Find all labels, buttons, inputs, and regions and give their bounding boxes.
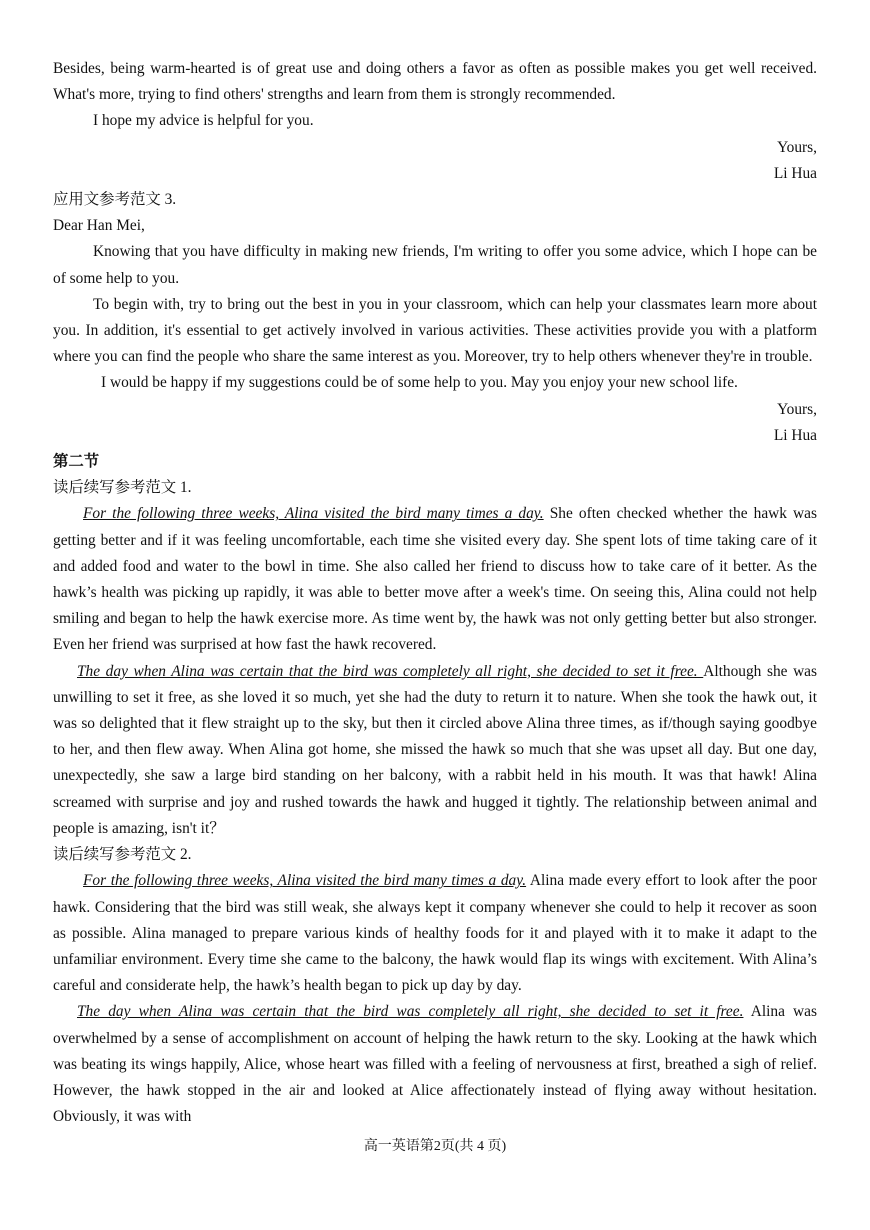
sample-label-3: 应用文参考范文 3. (53, 191, 177, 209)
paragraph-hope: I hope my advice is helpful for you. (93, 112, 314, 130)
continuation-1-paragraph-1 (53, 501, 817, 658)
page-footer: 高一英语第2页(共 4 页) (363, 1139, 507, 1154)
letter-greeting: Dear Han Mei, (53, 217, 145, 235)
paragraph-closing: I would be happy if my suggestions could be of some help to you. May you enjoy your new school life. (101, 374, 738, 392)
paragraph-text: Alina made every effort to look after the poor hawk. Considering that the bird was still weak, she always kept it company whenever she could to help it recover as soon as possible. Alina managed to prepare various kinds of healthy foods for it and played with it to make it adapt to the unfamiliar environment. Every time she came to the balcony, the hawk would flap its wings with excitement. With Alina’s careful and considerate help, the hawk’s health began to pick up day by day. (53, 872, 817, 995)
continuation-2-paragraph-2 (53, 999, 817, 1130)
paragraph-body: To begin with, try to bring out the best in you in your classroom, which can help your classmates learn more about you. In addition, it's essential to get actively involved in various activities. These activities provide you with a platform where you can find the people who share the same interest as you. Moreover, try to help others whenever they're in trouble. (53, 295, 817, 366)
signature-name: Li Hua (773, 164, 817, 182)
continuation-1-paragraph-2 (53, 659, 817, 842)
section-heading: 第二节 (53, 453, 100, 471)
given-lead-sentence: For the following three weeks, Alina visited the bird many times a day. (83, 505, 544, 523)
continuation-2-paragraph-1 (53, 868, 817, 999)
paragraph-text: Although she was unwilling to set it free, as she loved it so much, yet she had the duty to return it to nature. When she took the hawk out, it was so delighted that it flew straight up to the sky, but then it circled above Alina three times, as if/though saying goodbye to her, and then flew away. When Alina got home, she missed the hawk so much that she was upset all day. But one day, unexpectedly, she saw a large bird standing on her balcony, with a rabbit held in his mouth. It was that hawk! Alina screamed with surprise and joy and rushed towards the hawk and hugged it tightly. The relationship between animal and people is amazing, isn't it？ (53, 662, 818, 837)
document-body (53, 56, 817, 1130)
given-lead-sentence: For the following three weeks, Alina visited the bird many times a day. (83, 872, 527, 890)
closing-yours: Yours, (777, 400, 817, 418)
paragraph-text: She often checked whether the hawk was getting better and if it was feeling uncomfortable, each time she visited every day. She spent lots of time taking care of it and added food and water to the bowl in time. She also called her friend to discuss how to take care of it better. As the hawk’s health was picking up rapidly, it was able to better move after a week's time. On seeing this, Alina could not help smiling and began to help the hawk exercise more. As time went by, the hawk was not only getting better but also stronger. Even her friend was surprised at how fast the hawk recovered. (53, 505, 817, 654)
closing-yours: Yours, (777, 138, 817, 156)
sample-label-continuation-2: 读后续写参考范文 2. (53, 846, 192, 864)
given-lead-sentence: The day when Alina was certain that the bird was completely all right, she decided to set it free. (77, 1003, 744, 1021)
sample-label-continuation-1: 读后续写参考范文 1. (53, 479, 192, 497)
paragraph-advice-tail: Besides, being warm-hearted is of great use and doing others a favor as often as possible makes you get well received. What's more, trying to find others' strengths and learn from them is strongly recommended. (53, 60, 817, 104)
paragraph-intro: Knowing that you have difficulty in making new friends, I'm writing to offer you some advice, which I hope can be of some help to you. (53, 243, 817, 287)
signature-name: Li Hua (773, 426, 817, 444)
paragraph-text: Alina was overwhelmed by a sense of accomplishment on account of helping the hawk return to the sky. Looking at the hawk which was beating its wings happily, Alice, whose heart was filled with a feeling of nervousness at first, breathed a sigh of relief. However, the hawk stopped in the air and looked at Alice affectionately instead of flying away without hesitation. Obviously, it was with (53, 1003, 817, 1126)
given-lead-sentence: The day when Alina was certain that the bird was completely all right, she decided to set it free. (77, 662, 704, 680)
